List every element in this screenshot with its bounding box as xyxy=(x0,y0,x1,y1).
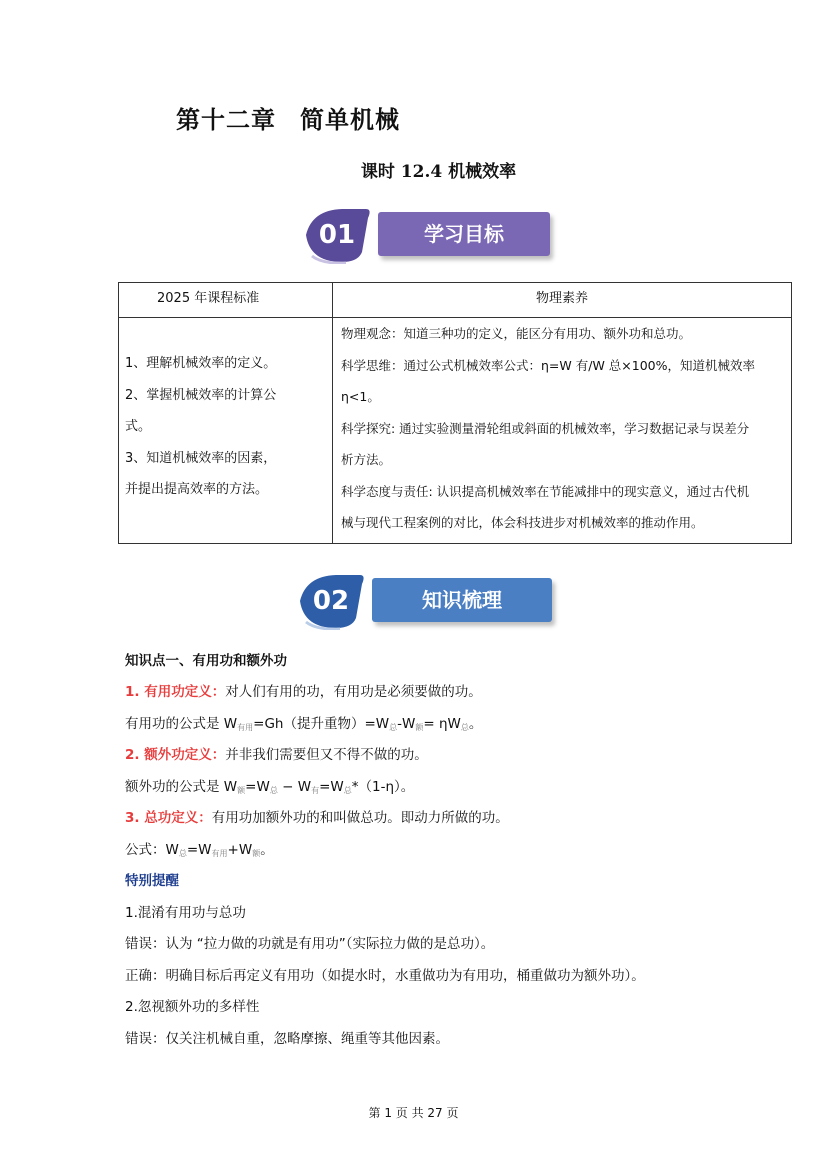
formula-subscript: 总 xyxy=(343,786,352,795)
standard-line: 式。 xyxy=(125,419,152,434)
formula-text: 。 xyxy=(260,842,274,858)
literacy-line: 物理观念：知道三种功的定义，能区分有用功、额外功和总功。 xyxy=(341,326,692,341)
standards-cell xyxy=(119,318,333,544)
formula-subscript: 总 xyxy=(389,723,398,732)
total-work-definition xyxy=(125,808,509,828)
column-header-literacy: 物理素养 xyxy=(333,283,792,318)
formula-text: 有用功的公式是 W xyxy=(125,716,238,732)
chapter-title xyxy=(176,100,400,135)
formula-subscript: 有用 xyxy=(211,849,228,858)
special-reminder-title: 特别提醒 xyxy=(125,873,179,889)
section-label: 知识梳理 xyxy=(372,578,552,622)
formula-subscript: 总 xyxy=(269,786,278,795)
section-banner-01 xyxy=(302,206,552,266)
extra-work-label: 2. 额外功定义： xyxy=(125,747,226,763)
literacy-line: η<1。 xyxy=(341,389,380,404)
formula-text: =Gh（提升重物）=W xyxy=(253,716,390,732)
standard-line: 3、知道机械效率的因素， xyxy=(125,450,277,466)
total-work-formula xyxy=(125,840,274,864)
section-label: 学习目标 xyxy=(378,212,550,256)
formula-text: =W xyxy=(319,779,344,795)
formula-text: *（1-η）。 xyxy=(351,779,415,795)
useful-work-label: 1. 有用功定义： xyxy=(125,684,226,700)
knowledge-point-title: 知识点一、有用功和额外功 xyxy=(125,653,287,669)
section-number: 02 xyxy=(312,586,350,616)
definition-text: 对人们有用的功，有用功是必须要做的功。 xyxy=(225,684,482,700)
definition-text: 有用功加额外功的和叫做总功。即动力所做的功。 xyxy=(211,810,509,826)
lesson-title: 课时 12.4 机械效率 xyxy=(360,162,517,182)
formula-subscript: 总 xyxy=(460,723,469,732)
extra-work-formula xyxy=(125,777,414,801)
table-header-row xyxy=(119,283,792,318)
column-header-standard: 2025 年课程标准 xyxy=(119,283,333,318)
literacy-line: 科学思维：通过公式机械效率公式：η=W 有/W 总×100%，知道机械效率 xyxy=(341,357,755,373)
formula-text: =W xyxy=(186,842,212,858)
literacy-line: 科学探究: 通过实验测量滑轮组或斜面的机械效率，学习数据记录与误差分 xyxy=(341,420,750,436)
chapter-number: 第十二章 xyxy=(176,105,276,134)
formula-text: +W xyxy=(227,842,253,858)
total-work-label: 3. 总功定义： xyxy=(125,810,212,826)
useful-work-definition xyxy=(125,682,482,702)
formula-subscript: 总 xyxy=(178,849,187,858)
formula-text: 。 xyxy=(468,716,483,732)
reminder-wrong: 错误：仅关注机械自重，忽略摩擦、绳重等其他因素。 xyxy=(125,1031,449,1047)
formula-subscript: 额 xyxy=(252,849,261,858)
chapter-name: 简单机械 xyxy=(300,105,400,134)
formula-text: = ηW xyxy=(423,716,461,732)
formula-subscript: 额 xyxy=(415,723,424,732)
standard-line: 2、掌握机械效率的计算公 xyxy=(125,387,277,403)
table-row xyxy=(119,318,792,544)
standard-line: 1、理解机械效率的定义。 xyxy=(125,356,277,371)
literacy-line: 械与现代工程案例的对比，体会科技进步对机械效率的推动作用。 xyxy=(341,515,704,530)
useful-work-formula xyxy=(125,714,482,738)
formula-text: =W xyxy=(245,779,270,795)
page-footer: 第 1 页 共 27 页 xyxy=(368,1106,459,1120)
literacy-line: 析方法。 xyxy=(341,452,392,467)
formula-text: -W xyxy=(397,716,416,732)
section-banner-02 xyxy=(296,572,554,632)
reminder-item-title: 2.忽视额外功的多样性 xyxy=(125,999,260,1015)
goals-table xyxy=(118,282,792,544)
formula-text: − W xyxy=(277,779,312,795)
definition-text: 并非我们需要但又不得不做的功。 xyxy=(225,747,428,763)
literacy-cell xyxy=(333,318,792,544)
formula-subscript: 额 xyxy=(237,786,246,795)
literacy-line: 科学态度与责任: 认识提高机械效率在节能减排中的现实意义，通过古代机 xyxy=(341,483,750,499)
section-number: 01 xyxy=(318,220,356,250)
reminder-right: 正确：明确目标后再定义有用功（如提水时，水重做功为有用功，桶重做功为额外功）。 xyxy=(125,968,645,984)
reminder-wrong: 错误：认为 “拉力做的功就是有用功”（实际拉力做的是总功）。 xyxy=(125,936,495,952)
standard-line: 并提出提高效率的方法。 xyxy=(125,482,269,497)
extra-work-definition xyxy=(125,745,428,765)
formula-text: 公式：W xyxy=(125,842,179,858)
formula-subscript: 有 xyxy=(311,786,320,795)
reminder-item-title: 1.混淆有用功与总功 xyxy=(125,905,246,921)
formula-subscript: 有用 xyxy=(237,723,254,732)
formula-text: 额外功的公式是 W xyxy=(125,779,238,795)
